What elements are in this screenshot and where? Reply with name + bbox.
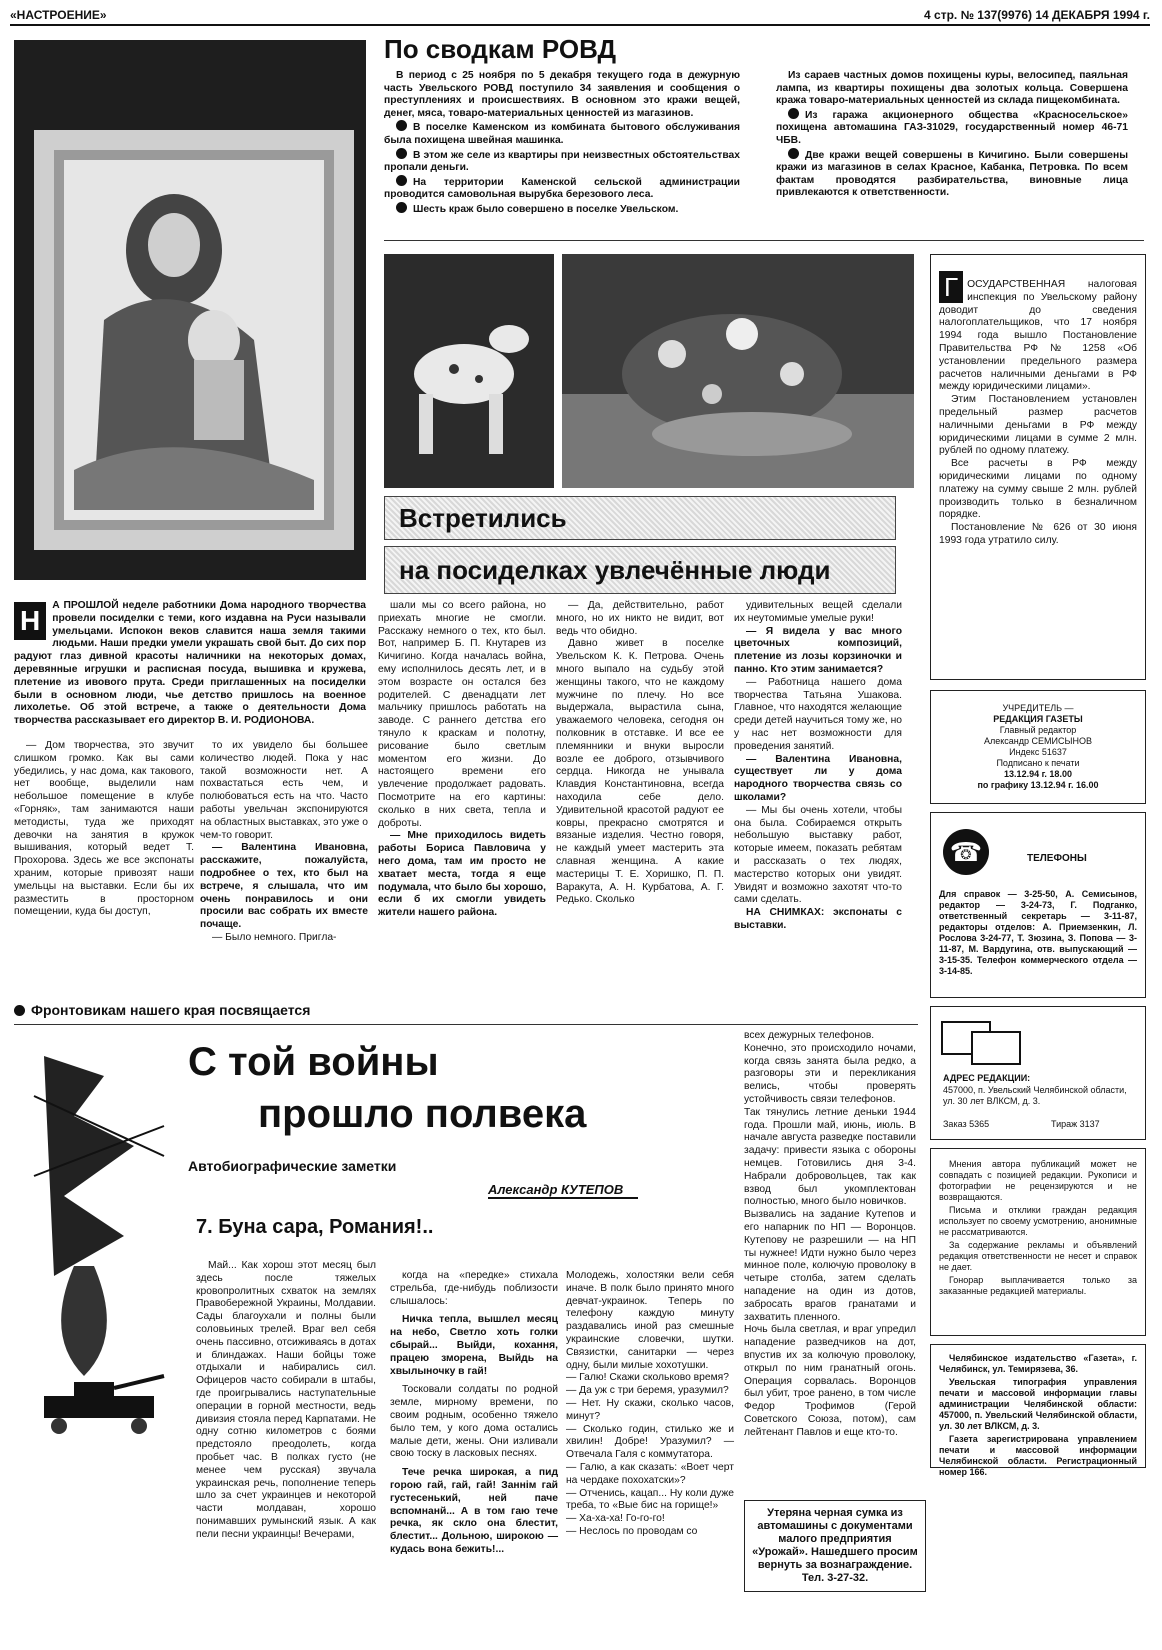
lost-bag-ad: Утеряна черная сумка из автомашины с документами малого предприятия «Урожай». Нашедшего просим вернуть за вознаграждение. Тел. 3-27-32. (744, 1500, 926, 1592)
rovd-bullet-item (384, 120, 740, 147)
war-song: Тече речка широкая, а пид горою гай, гай, гай! Заннім гай густесенький, ней паче вспомнанй... А в том гаю тече речка, як скло она блестит, блестит... Дольною, широкою — кудась вона бежить!... (390, 1467, 558, 1555)
telephone-icon: ☎ (943, 829, 989, 875)
meeting-column-3 (378, 600, 546, 990)
meeting-paragraph: — Да, действительно, работ много, но их никто не видит, вот ведь что обидно. (556, 600, 724, 637)
rovd-bullet-item (384, 148, 740, 175)
editorial-note: Мнения автора публикаций может не совпадать с позицией редакции. Рукописи и фотографии не рецензируются и не возвращаются. (939, 1159, 1137, 1202)
rovd-bullet-item (384, 175, 740, 202)
meeting-dropcap: Н (14, 602, 46, 640)
editorial-note: Письма и отклики граждан редакция использует по своему усмотрению, анонимные не рассматриваются. (939, 1205, 1137, 1237)
tax-notice-box (930, 254, 1146, 680)
war-column-1: Май... Как хорош этот месяц был здесь после тяжелых кровопролитных схваток на землях Правобережной Украины, Молдавии. Сады благоухали и полны были соловьиных трелей. Враг вел себя очень пассивно, отсиживаясь в дотах и блиндажах. Наши бойцы тоже отдыхали и набирались сил. Офицеров часто собирали в штабы, где проигрывались наступательные операции в горной местности, ведь дивизия стояла перед Карпатами. Не одну сотню километров с боями предстояло преодолеть, когда пробьет час. В полках густо (не менее чем русская) звучала украинская речь, пополнение теперь шло за счет украинцев и некоторой части молдаван, хорошо понимавших румынский язык. А как пели песни украинцы! Вечерами, (196, 1260, 376, 1540)
address-text: 457000, п. Увельский Челябинской области, ул. 30 лет ВЛКСМ, д. 3. (943, 1085, 1127, 1106)
meeting-paragraph: — Дом творчества, это звучит слишком громко. Как вы сами убедились, у нас дома, как такового, нет вообще, выделили нам небольшое помещение в клубе «Горняк», там занимаются наши методисты, туда же приходят девочки на занятия в кружок вышивания, который ведет Т. Прохорова. Здесь же все экспонаты храним, которые привозят наши умельцы на выставки. Если бы их разместить в просторном помещении, куда бы доступ, (14, 740, 194, 918)
editorial-notes-box (930, 1148, 1146, 1336)
war-author: Александр КУТЕПОВ (488, 1182, 638, 1199)
editorial-note: За содержание рекламы и объявлений редакция ответственности не несет и справок не дает. (939, 1240, 1137, 1272)
meeting-paragraph: шали мы со всего района, но приехать многие не смогли. Расскажу немного о тех, кто был. Вот, например Б. П. Кнутарев из Кичигино. Когда началась война, ему исполнилось десять лет, и в этом возрасте он остался без родителей. С двенадцати лет мальчику пришлось работать на заводе. С раннего детства его тянуло к краскам и полотну, рисование было светлым моментом его жизни. До настоящего времени его увлечение продолжает радовать. Посмотрите на его картины: сколько в них света, тепла и доброты. (378, 600, 546, 829)
rovd-bullet-item (384, 202, 740, 217)
war-paragraph: Тосковали солдаты по родной земле, мирному времени, по своим родным, особенно тяжело было тем, у кого дома остались малые дети, жены. Они изливали свою тоску в ласковых песнях. (390, 1384, 558, 1460)
rovd-title: По сводкам РОВД (384, 34, 617, 64)
meeting-lead (14, 600, 366, 730)
photo-caption: НА СНИМКАХ: экспонаты с выставки. (734, 907, 902, 931)
tax-dropcap: Г (939, 271, 963, 303)
bullet-icon (14, 1005, 25, 1016)
rovd-paragraph: В период с 25 ноября по 5 декабря текущего года в дежурную часть Увельского РОВД поступило 34 заявления и сообщения о преступлениях и происшествиях. В основном это кражи вещей, денег, мяса, товаро-материальных ценностей из магазинов. (384, 70, 740, 119)
photo-toy-horse (384, 254, 554, 488)
war-rubric-rule (14, 1024, 918, 1025)
war-column-4: всех дежурных телефонов. Конечно, это происходило ночами, когда связь занята была редко, а разговоры эти и перекликания велись, чтобы проверять устойчивость связи телефонов. Так тянулись летние деньки 1944 года. Прошли май, июнь, июль. В начале августа разведке поставили задачу: привести языка с обороны немцев. Готовились дня 3-4. Набрали добровольцев, так как взвод был укомплектован полностью, много было новичков. Вызвались на задание Кутепов и его напарник по НП — Воронцов. Кутепову не разрешили — на НП ты нужнее! Идти нужно было через минное поле, колючую проволоку в четыре столба, затем сделать нападение на один из дотов, забросать врагов гранатами и захватить пленного. Ночь была светлая, и враг упредил нападение разведчиков на дот, впустив их за колючую проволоку, открыл по ним гранатный огонь. Операция сорвалась. Воронцов был убит, трое ранено, в том числе Федор Трофимов (Герой Советского Союза, потом), сам лейтенант Павлов и еще кто-то. (744, 1030, 916, 1438)
meeting-question: — Валентина Ивановна, существует ли у дома народного творчества связь со школами? (734, 753, 902, 803)
toy-horse-image (384, 254, 554, 488)
publisher-chief-label: Главный редактор (999, 725, 1077, 735)
war-paragraph: когда на «передке» стихала стрельба, где-нибудь поблизости слышалось: (390, 1270, 558, 1307)
rovd-paragraph: Из сараев частных домов похищены куры, велосипед, паяльная лампа, из квартиры похищены два золотых кольца. Совершена кража товаро-материальных ценностей из склада пищекомбината. (776, 70, 1128, 107)
photo-painting (14, 40, 366, 580)
printing-info: Увельская типография управления печати и массовой информации главы администрации Челябинской области: 457000, п. Увельский Челябинской области, ул. 30 лет ВЛКСМ, д. 3. (939, 1377, 1137, 1431)
page-header (10, 6, 1150, 26)
rovd-bullet-item (776, 108, 1128, 148)
tax-paragraph: Этим Постановлением установлен предельный размер расчетов наличными деньгами в РФ между юридическими лицами в сумме 2 млн. рублей по одному платежу. (939, 394, 1137, 457)
phones-title: ТЕЛЕФОНЫ (1027, 853, 1087, 864)
photo-flower-composition (562, 254, 914, 488)
phones-text: Для справок — 3-25-50, А. Семисынов, редактор — 3-24-73, Г. Подганко, ответственный секретарь — 3-11-87, редакторы отделов: А. Приемзенкин, Л. Рослова 3-24-77, Т. Зюзина, З. Попова — 3-11-87, М. Вардугина, отв. выпускающий — 3-15-35. Телефон коммерческого отдела — 3-14-85. (939, 889, 1137, 976)
print-run: Тираж 3137 (1051, 1119, 1100, 1129)
phones-box (930, 812, 1146, 998)
headline-banner (384, 496, 896, 540)
publisher-schedule-time: по графику 13.12.94 г. 16.00 (977, 780, 1099, 790)
meeting-column-4 (556, 600, 724, 990)
bullet-icon (788, 148, 799, 159)
meeting-question: — Мне приходилось видеть работы Бориса Павловича у него дома, там им просто не хватает места, тогда я еще подумала, что было бы хорошо, если б их смогли увидеть жители нашего района. (378, 830, 546, 919)
issue-info: 4 стр. № 137(9976) 14 ДЕКАБРЯ 1994 г. (924, 8, 1150, 22)
envelope-icon (971, 1031, 1021, 1065)
editorial-note: Гонорар выплачивается только за заказанные редакцией материалы. (939, 1275, 1137, 1296)
rovd-bullet-text: Из гаража акционерного общества «Красносельское» похищена автомашина ГАЗ-31029, государственный номер 46-71 ЧБВ. (776, 109, 1128, 146)
rovd-bullet-text: В поселке Каменском из комбината бытового обслуживания была похищена швейная машинка. (384, 122, 740, 146)
publisher-box (930, 690, 1146, 804)
war-rubric (14, 1002, 414, 1018)
bullet-icon (396, 120, 407, 131)
meeting-title-1: Встретились (399, 503, 567, 533)
bullet-icon (788, 108, 799, 119)
painting-image (14, 40, 366, 580)
rovd-bullet-text: В этом же селе из квартиры при неизвестных обстоятельствах пропали деньги. (384, 149, 740, 174)
meeting-question: — Валентина Ивановна, расскажите, пожалуйста, подробнее о тех, кто был на встрече, я слышала, что им очень понравилось и они просили вас собрать их вместе почаще. (200, 842, 368, 931)
meeting-column-1 (14, 740, 194, 990)
war-column-2 (390, 1270, 558, 1640)
rovd-bullet-text: Две кражи вещей совершены в Кичигино. Были совершены кражи из магазинов в селах Красное, Кабанка, Петровка. По всем фактам проводятся разбирательства, виновные лица привлекаются к ответственности. (776, 149, 1128, 199)
headline-banner (384, 546, 896, 594)
rovd-rule (384, 240, 1144, 241)
meeting-paragraph: — Было немного. Пригла- (212, 931, 337, 943)
meeting-column-5 (734, 600, 902, 990)
war-chapter-title: 7. Буна сара, Романия!.. (196, 1216, 434, 1238)
printing-info: Челябинское издательство «Газета», г. Челябинск, ул. Темирязева, 36. (939, 1353, 1137, 1374)
war-illustration-image (14, 1036, 184, 1460)
war-subtitle: Автобиографические заметки (188, 1158, 397, 1174)
flower-composition-image (562, 254, 914, 488)
rovd-section (384, 34, 1144, 234)
newspaper-section-name: «НАСТРОЕНИЕ» (10, 8, 107, 22)
rovd-bullet-item (776, 148, 1128, 200)
meeting-title-2: на посиделках увлечённые люди (399, 555, 831, 585)
tax-paragraph: Постановление № 626 от 30 июня 1993 года утратило силу. (939, 522, 1137, 546)
publisher-editorial: РЕДАКЦИЯ ГАЗЕТЫ (993, 714, 1083, 724)
tax-paragraph: Все расчеты в РФ между юридическими лицами по одному платежу на сумму свыше 2 млн. рублей производить только в безналичном порядке. (939, 458, 1137, 521)
rovd-bullet-text: Шесть краж было совершено в поселке Увельском. (413, 203, 679, 215)
order-number: Заказ 5365 (943, 1119, 990, 1129)
publisher-index: Индекс 51637 (1009, 747, 1067, 757)
bullet-icon (396, 175, 407, 186)
printing-info-box (930, 1344, 1146, 1477)
rovd-bullet-text: На территории Каменской сельской администрации проводится самовольная вырубка березового леса. (384, 176, 740, 201)
publisher-chief-name: Александр СЕМИСЫНОВ (984, 736, 1092, 746)
meeting-column-2 (200, 740, 368, 990)
meeting-lead-text: А ПРОШЛОЙ неделе работники Дома народного творчества провели посиделки с теми, кого издавна на Руси называли умельцами. Испокон веков славится наша земля такими людьми. Наши предки умели украшать свой быт. До сих пор радуют глаз дивной красоты наличники на некоторых домах, деревянные игрушки и расписная посуда, вышивка и кружева, плетение из ивового прута. Среди приглашенных на посиделки были в основном люди, чье детство пришлось на военное лихолетье. Об этой встрече, а также о деятельности Дома творчества рассказывает его директор В. И. РОДИОНОВА. (14, 600, 366, 727)
war-song: Ничка тепла, вышлел месяц на небо, Светло хоть голки сбырай... Выйди, кохання, працею зморена, Выйдь на хвылыночку в гай! (390, 1314, 558, 1377)
publisher-founder: УЧРЕДИТЕЛЬ — (1002, 703, 1074, 713)
meeting-paragraph: удивительных вещей сделали их неутомимые умелые руки! (734, 600, 902, 624)
war-illustration (14, 1036, 184, 1460)
address-title: АДРЕС РЕДАКЦИИ: (943, 1073, 1031, 1083)
war-title-2: прошло полвека (258, 1092, 587, 1136)
war-title-1: С той войны (188, 1040, 439, 1084)
publisher-signed: Подписано к печати (996, 758, 1080, 768)
address-box (930, 1006, 1146, 1140)
rubric-text: Фронтовикам нашего края посвящается (31, 1002, 311, 1018)
bullet-icon (396, 148, 407, 159)
publisher-signed-time: 13.12.94 г. 18.00 (1004, 769, 1072, 779)
printing-info: Газета зарегистрирована управлением печати и массовой информации Челябинской области. Регистрационный номер 166. (939, 1434, 1137, 1477)
bullet-icon (396, 202, 407, 213)
war-column-3: Молодежь, холостяки вели себя иначе. В полк было принято много девчат-украинок. Теперь по телефону каждую минуту раздавались иной раз смешные украинские словечки, шутки. Связистки, санитарки — через одну, были милые хохотушки. — Галю! Скажи скольково время? — Да уж с три беремя, уразумил? — Нет. Ну скажи, сколько часов, минут? — Сколько годин, стилько же и хвилин! Добре! Уразумил? — Отвечала Галя с коммутатора. — Галю, а как сказать: «Воет черт на чердаке похохатски»? — Отченись, кацап... Ну коли дуже треба, то «Вые бис на горище!» — Ха-ха-ха! Го-го-го! — Неслось по проводам со (566, 1270, 734, 1537)
meeting-paragraph: Давно живет в поселке Увельском К. К. Петрова. Очень много выпало на судьбу этой женщины такого, что не каждому мужчине по плечу. Но все выдержала, вырастила сына, уважаемого человека, сегодня он полковник в отставке. И все ее племянники и внуки выросли возле ее доброго, отзывчивого сердца. Никогда не унывала Клавдия Константиновна, всегда находила себе дело. Удивительной красотой радуют ее ковры, прекрасно смотрятся и вязаные изделия. Честно говоря, не каждый умеет мастерить эта славная женщина. А какие мастерицы Т. Е. Хоришко, П. П. Варакута, А. Н. Курбатова, А. Г. Редько. Сколько (556, 638, 724, 906)
meeting-paragraph: то их увидело бы большее количество людей. Пока у нас такой возможности нет. А похвастаться есть чем, и полюбоваться есть на что. Часто работы увельчан экспонируются на областных выставках, это уже о чем-то говорит. (200, 740, 368, 841)
meeting-question: — Я видела у вас много цветочных композиций, плетение из лозы корзиночки и панно. Кто этим занимается? (734, 625, 902, 675)
meeting-paragraph: — Мы бы очень хотели, чтобы она была. Собираемся открыть небольшую выставку работ, которые имеем, показать ребятам и рассказать о тех людях, мастерство которых они увидят. Увидят и возможно захотят что-то сами сделать. (734, 804, 902, 906)
meeting-paragraph: — Работница нашего дома творчества Татьяна Ушакова. Главное, что находятся желающие среди детей научиться тому же, но у нас нет возможности для проведения занятий. (734, 676, 902, 752)
tax-paragraph: ОСУДАРСТВЕННАЯ налоговая инспекция по Увельскому району доводит до сведения налогоплательщиков, что 17 ноября 1994 года вышло Постановление Правительства РФ № 1258 «Об установлении предельного размера расчетов наличными деньгами в РФ между юридическими лицами». (939, 279, 1137, 393)
